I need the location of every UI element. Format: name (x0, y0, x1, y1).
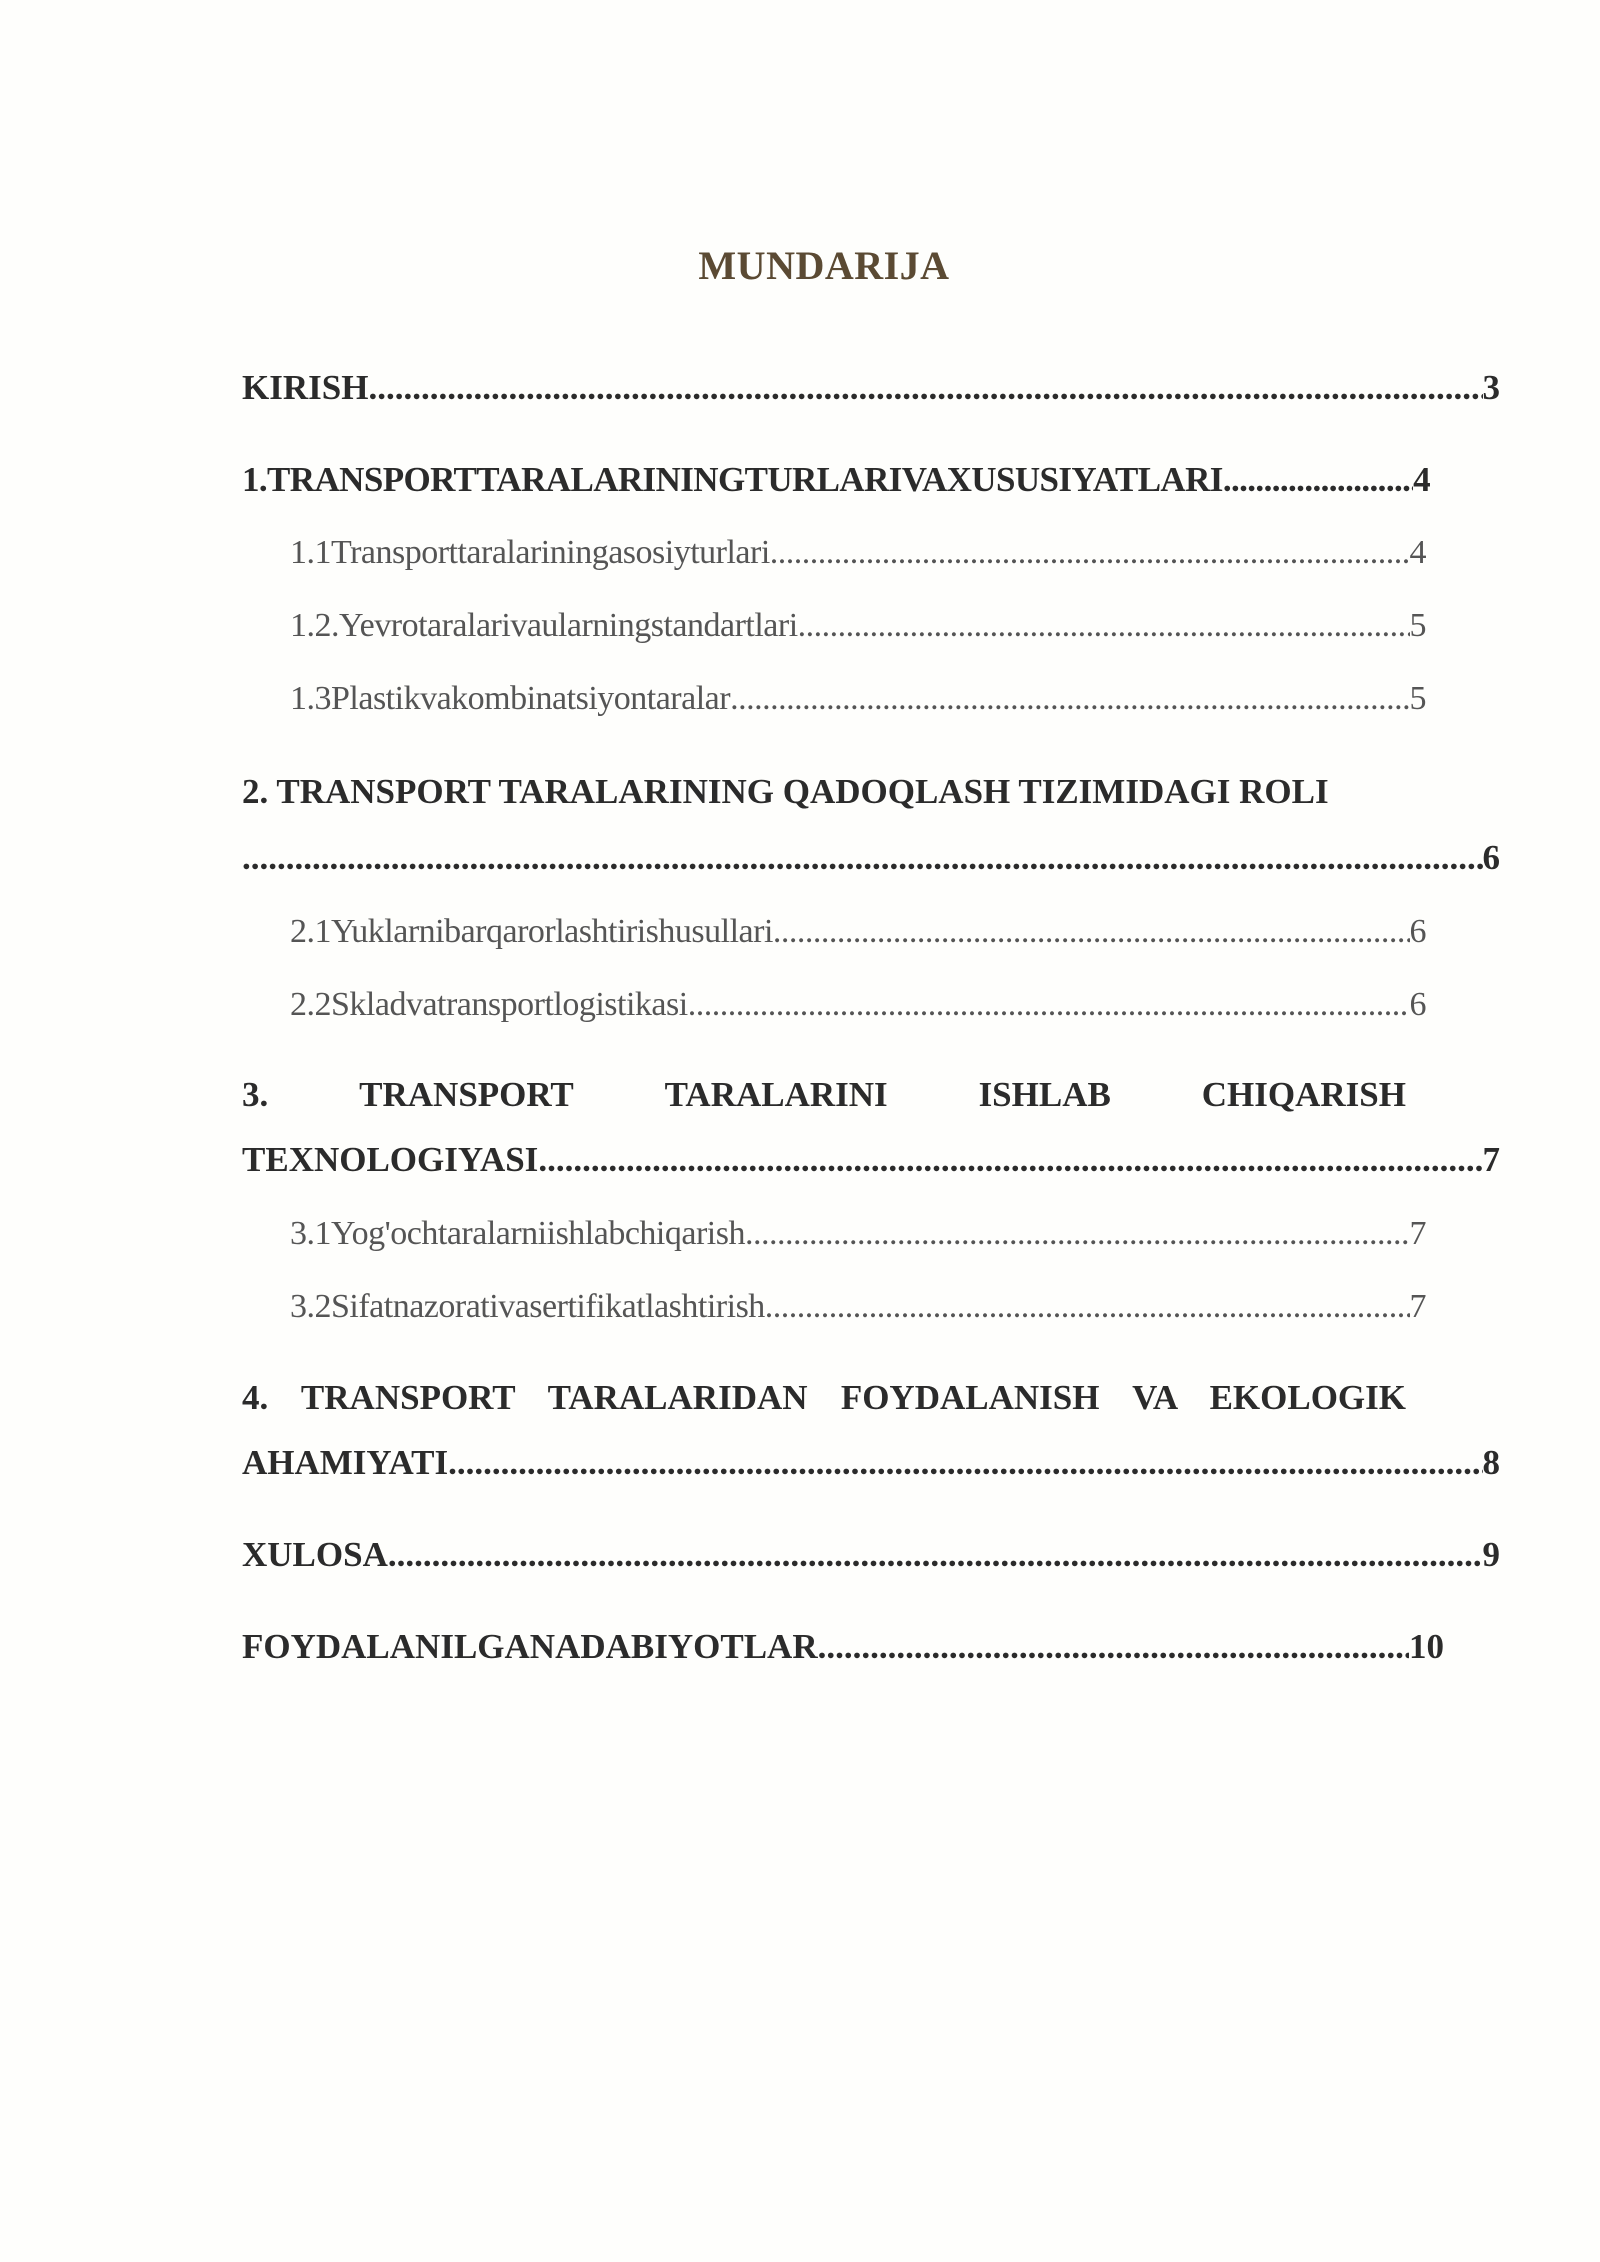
toc-leader (688, 986, 1410, 1024)
toc-leader (798, 607, 1410, 645)
heading-word: ISHLAB (978, 1075, 1111, 1114)
toc-label: 2.1Yuklarnibarqarorlashtirishusullari (290, 913, 773, 950)
toc-label: 1.3Plastikvakombinatsiyontaralar (290, 680, 731, 717)
toc-label: AHAMIYATI (242, 1443, 449, 1482)
toc-page-number: 6 (1409, 913, 1426, 950)
toc-entry-1-2[interactable] (290, 607, 1426, 645)
toc-entry-chapter-4-heading[interactable]: 4. TRANSPORT TARALARIDAN FOYDALANISH VA EKOLOGIK (242, 1378, 1406, 1417)
toc-entry-chapter-2-heading[interactable]: 2. TRANSPORT TARALARINING QADOQLASH TIZIMIDAGI ROLI (242, 772, 1329, 811)
toc-entry-chapter-2[interactable] (242, 838, 1500, 878)
toc-entry-3-1[interactable] (290, 1215, 1426, 1253)
toc-entry-1-3[interactable] (290, 680, 1426, 718)
toc-label: KIRISH (242, 368, 369, 407)
toc-page-number: 4 (1413, 460, 1430, 499)
toc-page-number: 7 (1409, 1215, 1426, 1252)
toc-entry-2-2[interactable] (290, 986, 1426, 1024)
toc-label: 1.2.Yevrotaralarivaularningstandartlari (290, 607, 798, 644)
toc-label: TEXNOLOGIYASI (242, 1140, 539, 1179)
toc-page-number: 8 (1482, 1443, 1500, 1482)
toc-label: 1.1Transporttaralariningasosiyturlari (290, 534, 770, 571)
toc-leader (242, 838, 1483, 878)
toc-leader (730, 680, 1409, 718)
heading-word: TARALARINI (664, 1075, 888, 1114)
toc-entry-chapter-3-heading[interactable] (242, 1075, 1406, 1115)
toc-label: 2.2Skladvatransportlogistikasi (290, 986, 688, 1023)
toc-leader (538, 1140, 1482, 1180)
toc-leader (448, 1443, 1482, 1483)
toc-page-number: 4 (1409, 534, 1426, 571)
toc-entry-chapter-1[interactable] (242, 460, 1430, 500)
heading-word: TRANSPORT (359, 1075, 574, 1114)
toc-page-number: 7 (1409, 1288, 1426, 1325)
page-title: MUNDARIJA (698, 243, 950, 288)
toc-label: 3.1Yog'ochtaralarniishlabchiqarish (290, 1215, 745, 1252)
toc-leader (745, 1215, 1410, 1253)
toc-entry-kirish[interactable] (242, 368, 1500, 408)
toc-page-number: 6 (1409, 986, 1426, 1023)
toc-page-number: 5 (1409, 680, 1426, 717)
toc-leader (1223, 460, 1413, 500)
toc-entry-chapter-3[interactable] (242, 1140, 1500, 1180)
toc-leader (770, 534, 1410, 572)
toc-leader (818, 1627, 1409, 1667)
toc-label: 3.2Sifatnazorativasertifikatlashtirish (290, 1288, 765, 1325)
toc-page-number: 7 (1482, 1140, 1500, 1179)
toc-leader (773, 913, 1410, 951)
toc-page-number: 10 (1409, 1627, 1444, 1666)
toc-leader (388, 1535, 1483, 1575)
toc-page-number: 6 (1482, 838, 1500, 877)
toc-page-number: 9 (1482, 1535, 1500, 1574)
toc-entry-chapter-4[interactable] (242, 1443, 1500, 1483)
toc-entry-3-2[interactable] (290, 1288, 1426, 1326)
toc-entry-1-1[interactable] (290, 534, 1426, 572)
toc-label: FOYDALANILGANADABIYOTLAR (242, 1627, 818, 1666)
toc-label: XULOSA (242, 1535, 388, 1574)
heading-word: CHIQARISH (1201, 1075, 1406, 1114)
heading-word: 3. (242, 1075, 269, 1114)
toc-entry-2-1[interactable] (290, 913, 1426, 951)
toc-page-number: 5 (1409, 607, 1426, 644)
toc-page-number: 3 (1482, 368, 1500, 407)
toc-leader (368, 368, 1482, 408)
toc-leader (765, 1288, 1410, 1326)
toc-label: 1.TRANSPORTTARALARININGTURLARIVAXUSUSIYATLARI (242, 460, 1223, 499)
toc-entry-references[interactable] (242, 1627, 1444, 1667)
toc-entry-xulosa[interactable] (242, 1535, 1500, 1575)
